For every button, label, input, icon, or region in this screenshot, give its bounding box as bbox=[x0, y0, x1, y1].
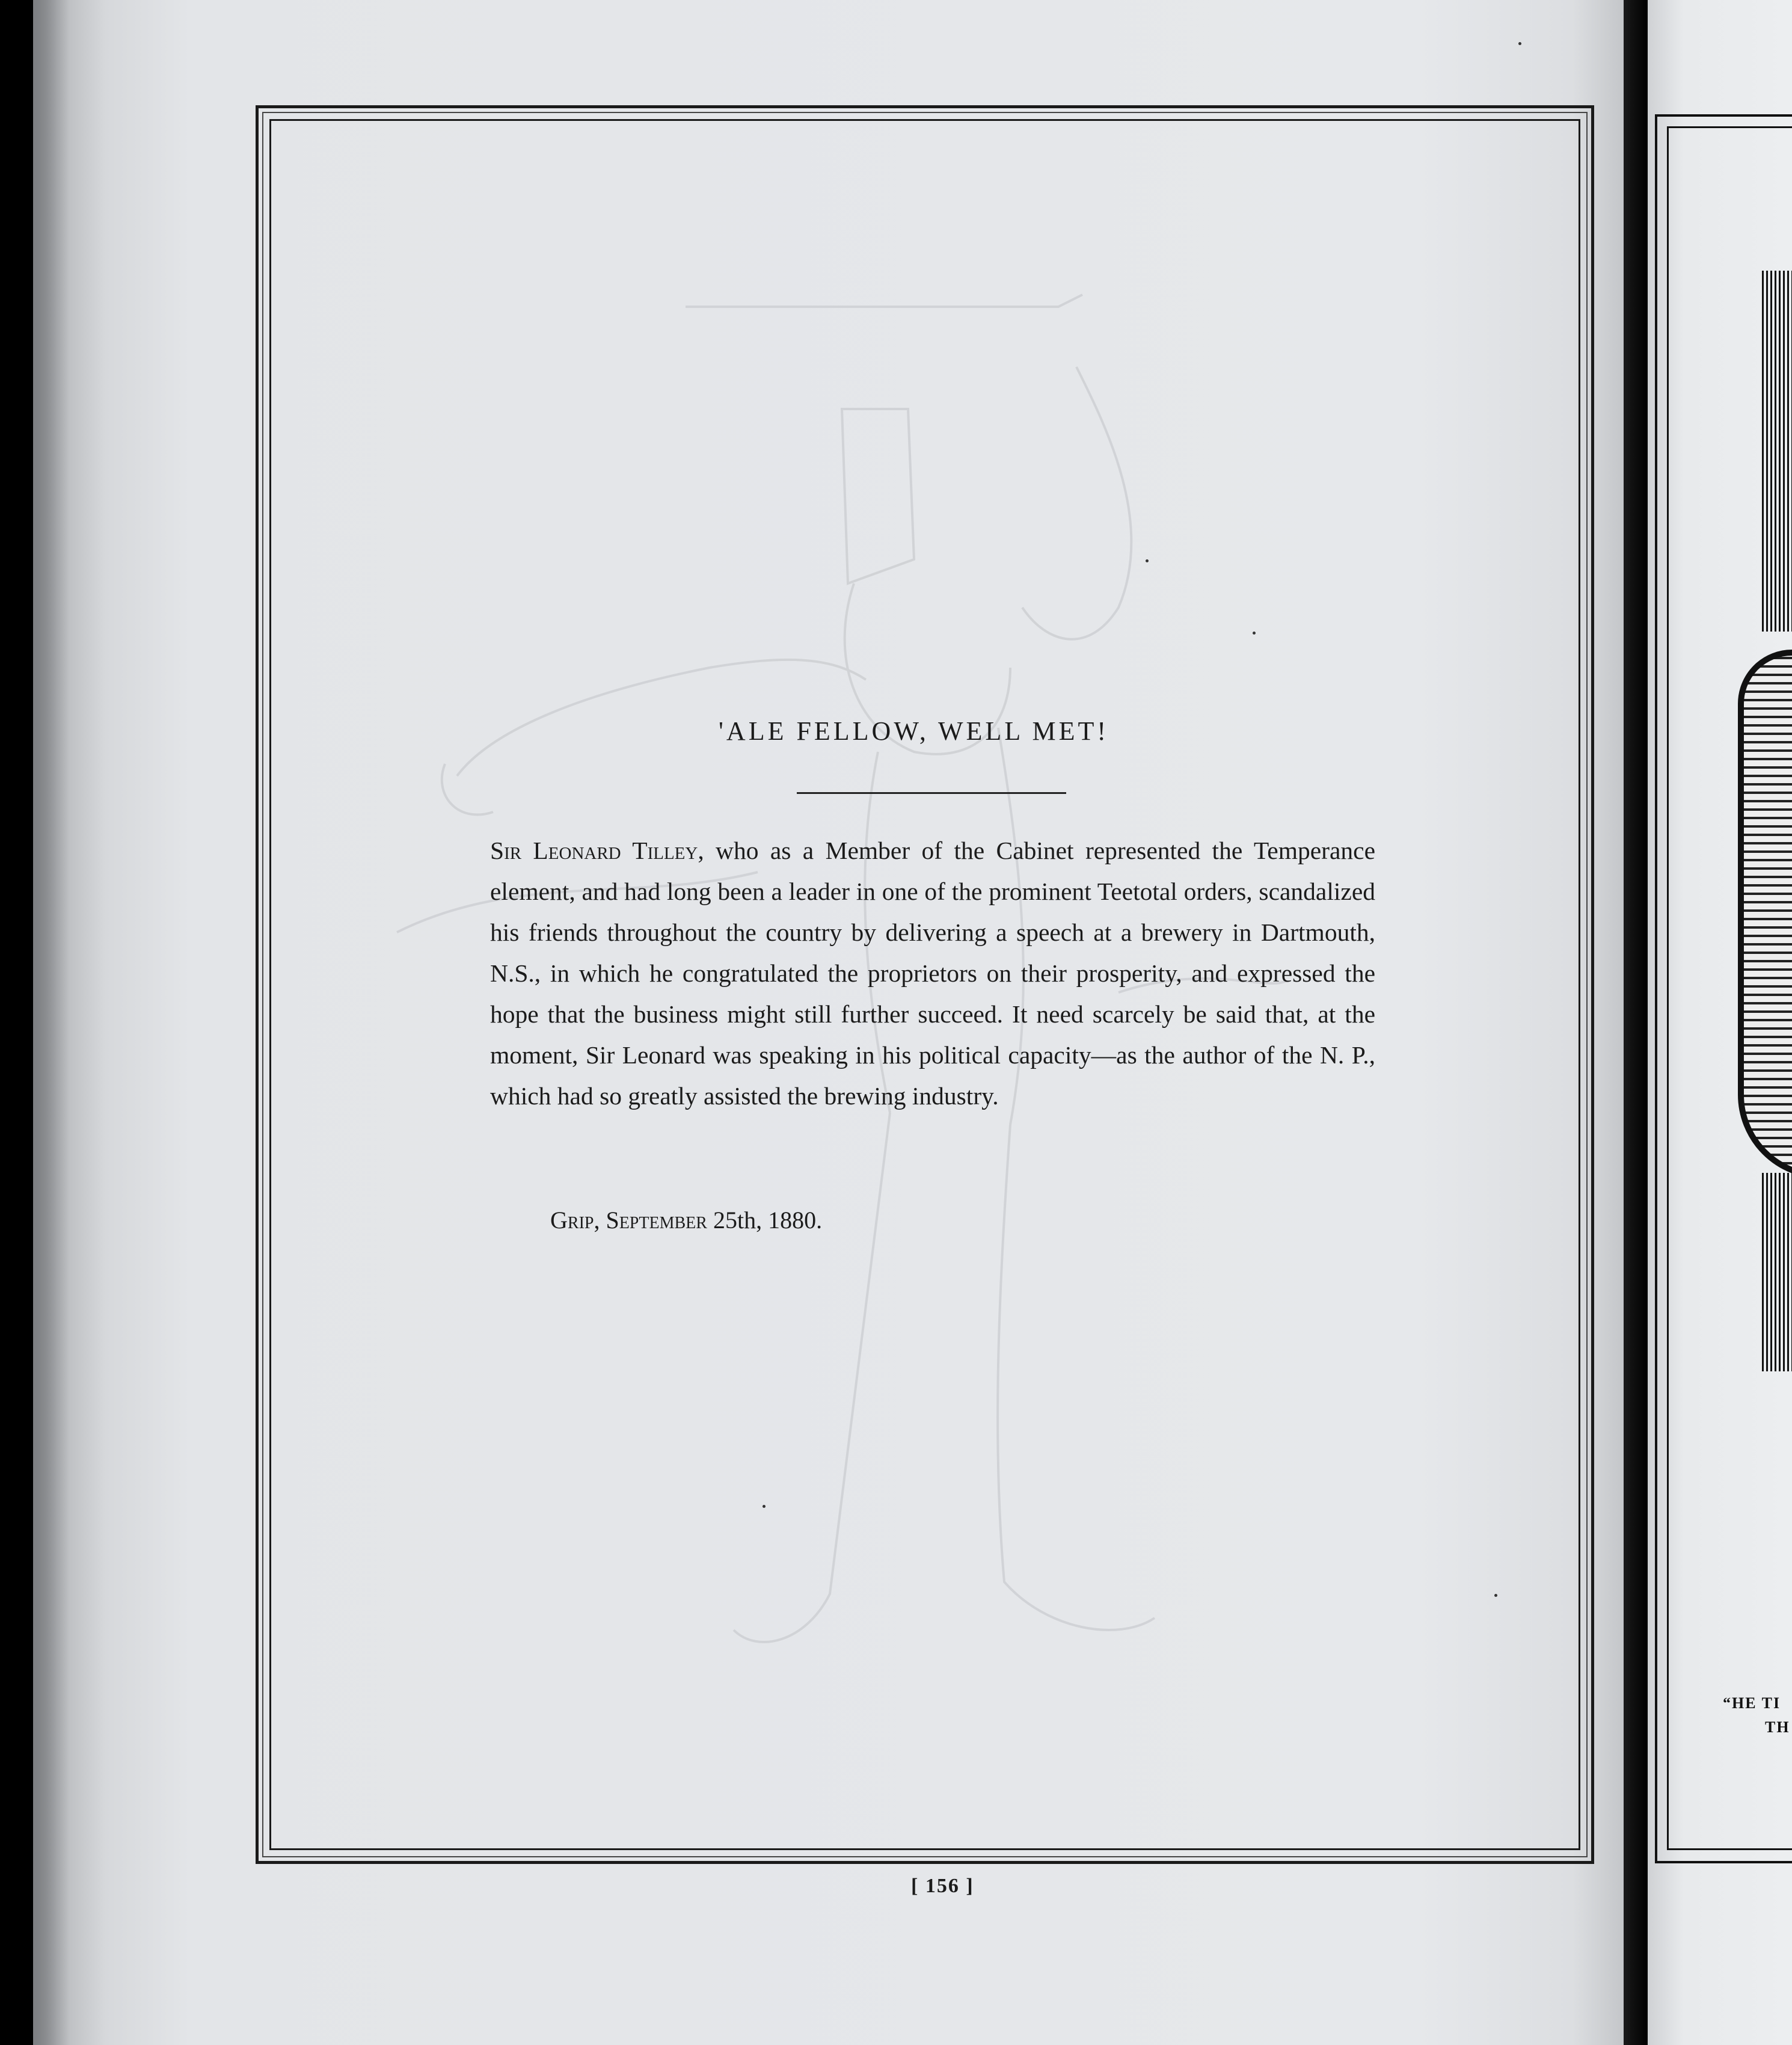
book-gutter bbox=[1624, 0, 1648, 2045]
facing-illustration-hatching bbox=[1762, 271, 1792, 632]
facing-caption-line1: “HE TI bbox=[1723, 1694, 1781, 1712]
source-date: 25th, 1880. bbox=[707, 1207, 823, 1234]
speck-mark bbox=[1253, 632, 1256, 635]
page-edge-shadow bbox=[33, 0, 69, 2045]
speck-mark bbox=[763, 1505, 766, 1508]
page-number: [ 156 ] bbox=[911, 1875, 974, 1897]
source-citation bbox=[550, 1206, 822, 1234]
body-text-main: who as a Member of the Cabinet represented the Temperance element, and had long been a leader in one of the prominent Teetotal orders, scandalized his friends throughout the country by delivering a speech at a brewery in Dartmouth, N.S., in which he congratulated the proprietors on their prosperity, and expressed the hope that the business might still further succeed. It need scarcely be said that, at the moment, Sir Leonard was speaking in his political capacity—as the author of the N. P., which had so greatly assisted the brewing industry. bbox=[490, 837, 1376, 1110]
article-title: 'ALE FELLOW, WELL MET! bbox=[719, 716, 1109, 746]
article-body bbox=[490, 830, 1375, 1116]
speck-mark bbox=[1494, 1594, 1497, 1597]
facing-illustration-barrel bbox=[1738, 650, 1792, 1179]
facing-page-caption bbox=[1723, 1691, 1790, 1739]
body-lead-smallcaps: Sir Leonard Tilley, bbox=[490, 837, 704, 864]
title-rule bbox=[797, 792, 1066, 794]
facing-illustration-hatching bbox=[1762, 1173, 1792, 1371]
facing-caption-line2: TH bbox=[1765, 1718, 1790, 1736]
speck-mark bbox=[1518, 42, 1521, 45]
speck-mark bbox=[1146, 559, 1149, 562]
source-prefix: Grip, September bbox=[550, 1207, 707, 1234]
